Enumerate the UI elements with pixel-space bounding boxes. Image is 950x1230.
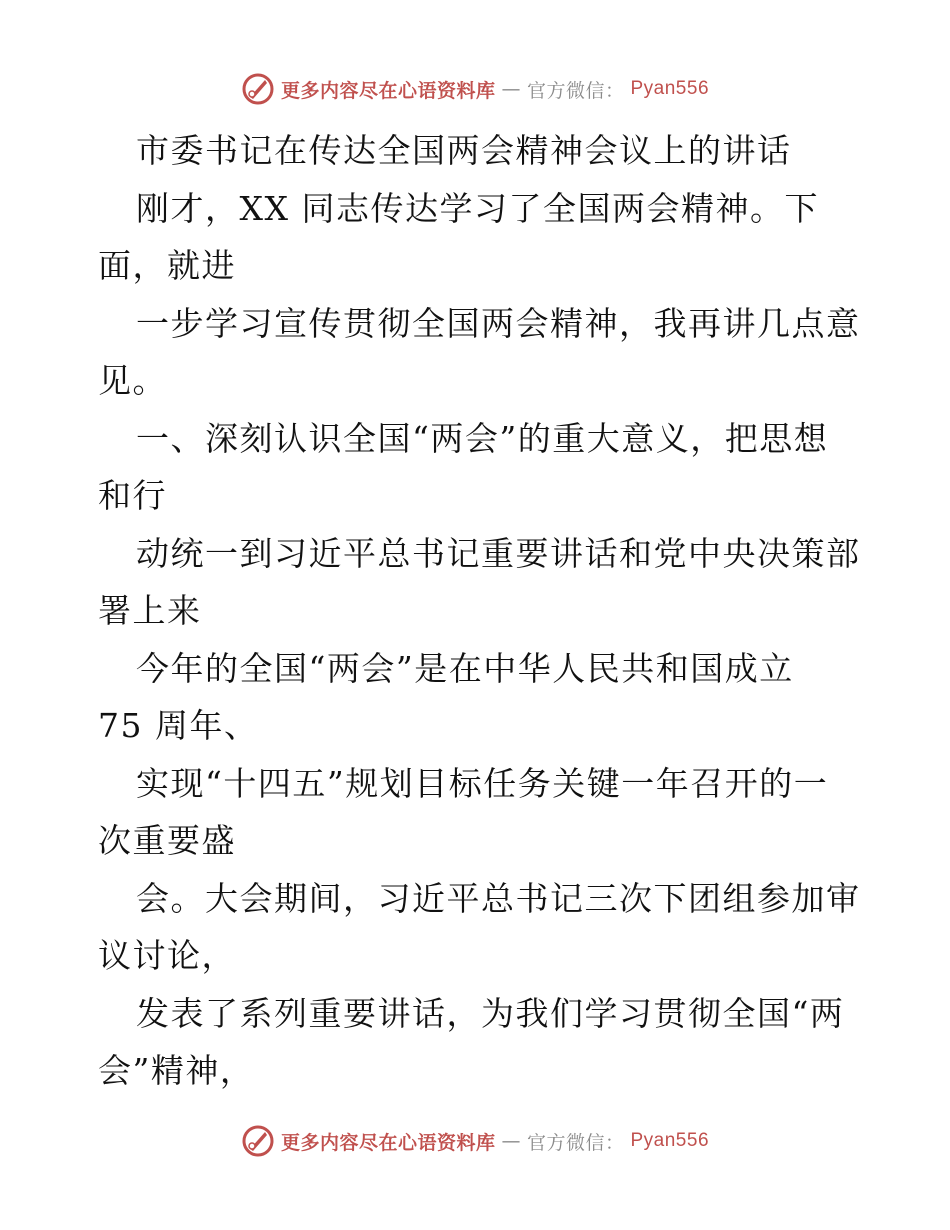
watermark-wechat-id: Pyan556	[630, 1130, 710, 1151]
text-line: 刚才，XX 同志传达学习了全国两会精神。下	[136, 188, 819, 228]
watermark-sub-text: 官方微信：	[526, 1131, 625, 1154]
text-line: 动统一到习近平总书记重要讲话和党中央决策部	[136, 533, 861, 573]
document-title: 市委书记在传达全国两会精神会议上的讲话	[136, 131, 792, 170]
text-line: 会”精神，	[98, 1051, 255, 1090]
text-line: 今年的全国“两会”是在中华人民共和国成立	[136, 648, 794, 688]
text-line: 一步学习宣传贯彻全国两会精神，我再讲几点意	[136, 303, 861, 343]
text-line: 一、深刻认识全国“两会”的重大意义，把思想	[136, 418, 829, 458]
text-line: 见。	[98, 361, 167, 400]
text-line: 议讨论，	[98, 936, 236, 975]
document-body	[98, 122, 861, 1100]
watermark-main-text: 更多内容尽在心语资料库	[280, 79, 496, 102]
text-line: 署上来	[98, 591, 202, 630]
quill-pen-logo-icon	[241, 1124, 275, 1158]
text-line: 会。大会期间，习近平总书记三次下团组参加审	[136, 878, 861, 918]
quill-pen-logo-icon	[241, 72, 275, 106]
text-line: 实现“十四五”规划目标任务关键一年召开的一	[136, 763, 829, 803]
text-line: 发表了系列重要讲话，为我们学习贯彻全国“两	[136, 993, 845, 1033]
watermark-dash: —	[501, 78, 521, 100]
text-line: 面，就进	[98, 246, 236, 285]
watermark-wechat-id: Pyan556	[630, 78, 710, 99]
text-line: 和行	[98, 476, 167, 515]
header-watermark	[0, 72, 950, 106]
text-line: 次重要盛	[98, 821, 236, 860]
watermark-sub-text: 官方微信：	[526, 79, 625, 102]
watermark-main-text: 更多内容尽在心语资料库	[280, 1131, 496, 1154]
footer-watermark	[0, 1124, 950, 1158]
watermark-dash: —	[501, 1130, 521, 1152]
text-line: 75 周年、	[98, 706, 259, 745]
